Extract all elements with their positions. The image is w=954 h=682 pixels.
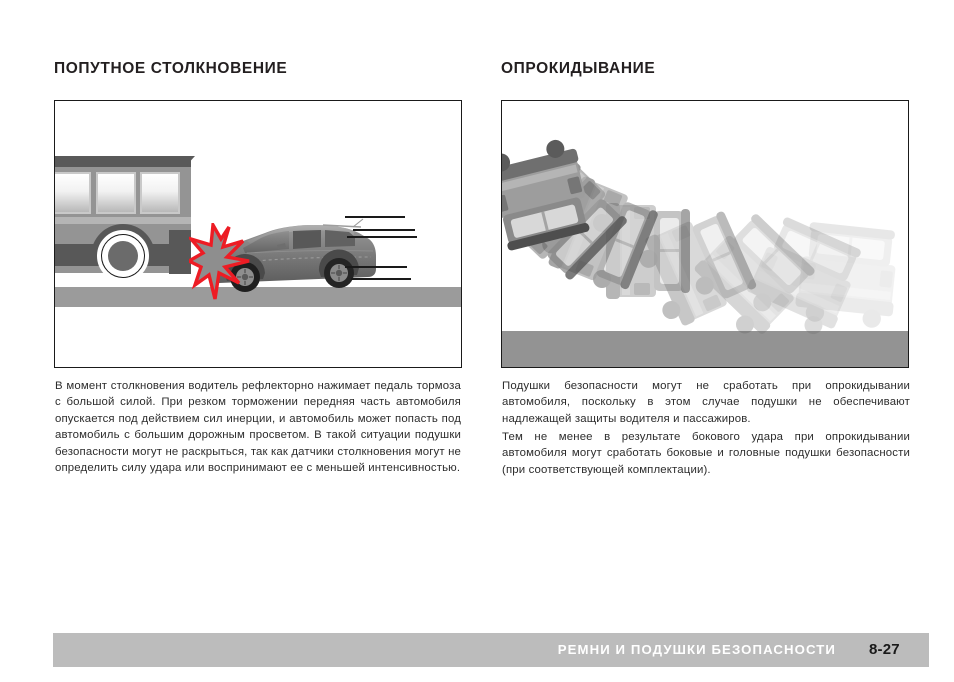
bus-roof-tip [185,156,195,167]
bus-belt-line [55,217,191,224]
bus-window [140,172,180,214]
bus-rear-panel [169,230,191,274]
body-paragraph-right-2: Тем не менее в результате бокового удара при опрокидывании автомобиля могут сработать боковые и головные подушки безопасности (при соответствующей комплектации). [502,431,910,476]
rollover-sequence [502,101,908,367]
rollover-frames-icon [502,101,908,367]
footer-page-number: 8-27 [869,641,900,658]
bus-roof [55,156,191,167]
footer-chapter-title: РЕМНИ И ПОДУШКИ БЕЗОПАСНОСТИ [557,642,836,657]
body-paragraph-left: В момент столкновения водитель рефлекторно нажимает педаль тормоза с большой силой. При резком торможении передняя часть автомобиля опускается под действием сил инерции, и автомобиль может попасть под автомобиль с большим дорожным просветом. В такой ситуации подушки безопасности могут не раскрыться, так как датчики столкновения могут не определить силу удара или воспринимают ее с меньшей интенсивностью. [55,380,461,475]
figure-rollover [501,100,909,368]
speed-line [351,278,411,280]
impact-burst [189,223,251,301]
bus-windows [55,172,191,214]
suv-front-window [293,230,321,249]
bus-illustration [55,156,205,292]
speed-line [345,266,407,268]
page-title-right: ОПРОКИДЫВАНИЕ [501,60,656,77]
page-title-left: ПОПУТНОЕ СТОЛКНОВЕНИЕ [54,60,288,77]
speed-line [353,229,415,231]
impact-star-icon [189,223,251,301]
speed-line [345,216,405,218]
bus-window [55,172,91,214]
figure-rear-end-collision [54,100,462,368]
speed-line [347,236,417,238]
body-paragraph-right-1: Подушки безопасности могут не сработать при опрокидывании автомобиля, поскольку в этом случае подушки не обеспечивают надлежащей защиты водителя и пассажиров. [502,380,910,425]
bus-window [96,172,136,214]
speed-lines [337,214,457,286]
bus-wheel [97,230,149,282]
